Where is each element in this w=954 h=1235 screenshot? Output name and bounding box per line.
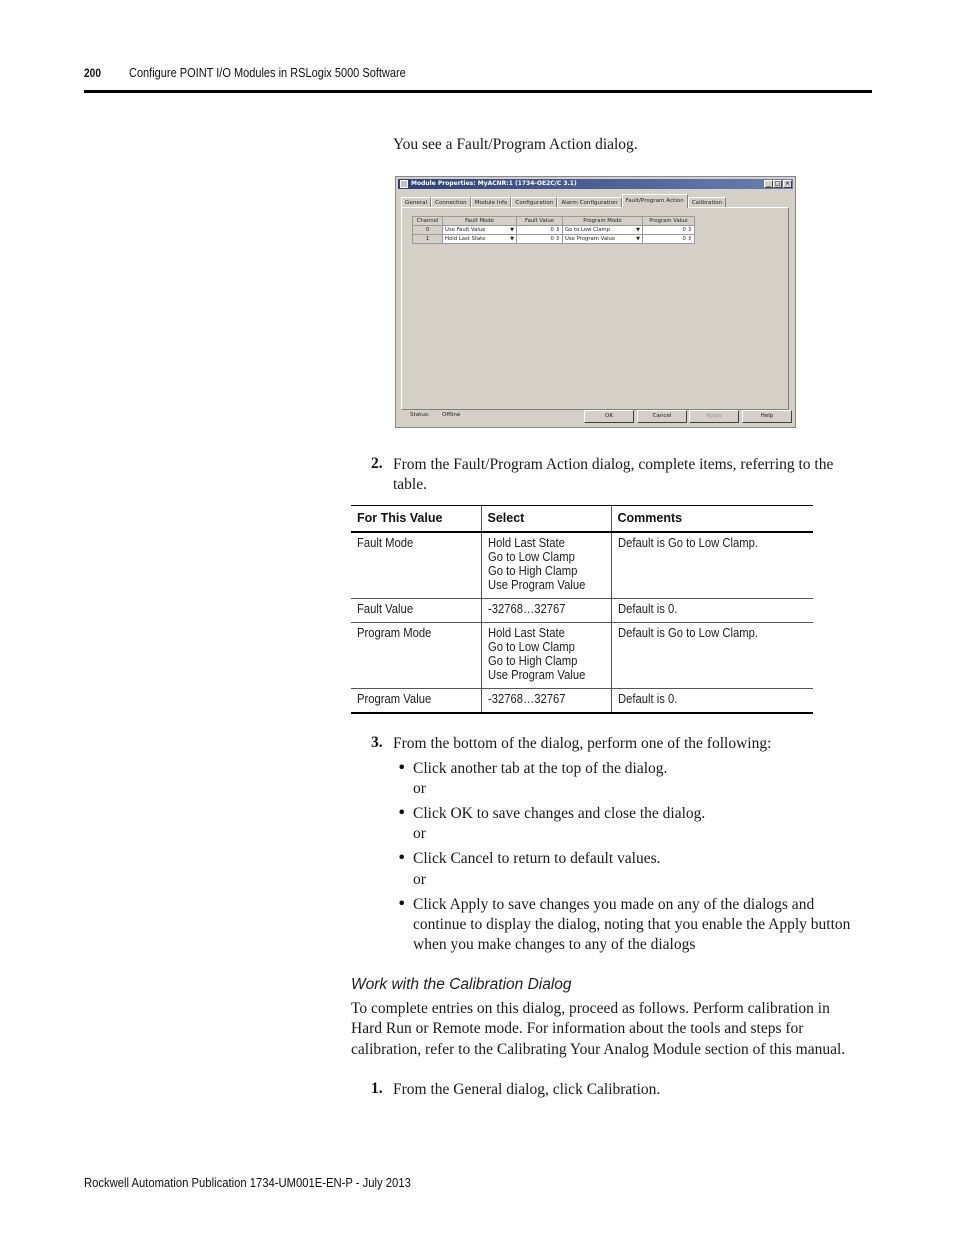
row-comment: Default is 0. [617, 691, 677, 706]
select-option: Go to Low Clamp [487, 549, 575, 564]
channel-cell: 0 [413, 226, 443, 235]
app-icon [400, 180, 408, 188]
tab-panel [401, 207, 789, 410]
tab-configuration[interactable]: Configuration [511, 197, 557, 208]
row-comment: Default is 0. [617, 601, 677, 616]
row-value: Fault Value [357, 601, 414, 616]
step-1-text: From the General dialog, click Calibration. [393, 1081, 661, 1098]
bullet-icon: • [397, 894, 407, 913]
program-mode-value: Use Program Value [565, 236, 616, 242]
spinner-icon[interactable]: ⇕ [687, 227, 692, 233]
tab-alarm-configuration[interactable]: Alarm Configuration [557, 197, 621, 208]
grid-header-fault-value: Fault Value [517, 217, 563, 226]
dropdown-arrow-icon[interactable]: ▼ [636, 227, 640, 233]
program-mode-value: Go to Low Clamp [565, 227, 611, 233]
fault-mode-value: Use Fault Value [445, 227, 486, 233]
bullet-text: Click another tab at the top of the dialog. [413, 760, 668, 777]
fault-program-grid [412, 216, 695, 244]
grid-header-program-value: Program Value [643, 217, 695, 226]
section-paragraph-line: To complete entries on this dialog, proceed as follows. Perform calibration in [351, 1000, 830, 1017]
bullet-text: continue to display the dialog, noting that you enable the Apply button [413, 916, 851, 933]
table-row [351, 598, 813, 622]
grid-row [413, 226, 695, 235]
select-option: Go to High Clamp [487, 563, 577, 578]
tab-module-info[interactable]: Module Info [471, 197, 512, 208]
grid-header-channel: Channel [413, 217, 443, 226]
select-option: -32768…32767 [487, 691, 566, 706]
fault-mode-select[interactable] [443, 226, 517, 235]
bullet-icon: • [397, 803, 407, 822]
select-option: -32768…32767 [487, 601, 566, 616]
row-comment: Default is Go to Low Clamp. [617, 535, 758, 550]
program-mode-select[interactable] [563, 226, 643, 235]
select-option: Go to High Clamp [487, 653, 577, 668]
table-header-value: For This Value [351, 506, 481, 532]
row-value: Program Mode [357, 625, 432, 640]
dialog-title: Module Properties: MyACNR:1 (1734-OE2C/C 3.1) [411, 180, 577, 187]
fault-mode-value: Hold Last State [445, 236, 486, 242]
minimize-button[interactable]: _ [764, 180, 773, 188]
or-text: or [413, 871, 426, 888]
fault-mode-select[interactable] [443, 235, 517, 244]
select-option: Go to Low Clamp [487, 639, 575, 654]
tab-fault-program-action[interactable]: Fault/Program Action [622, 194, 688, 208]
dropdown-arrow-icon[interactable]: ▼ [510, 236, 514, 242]
spinner-icon[interactable]: ⇕ [555, 236, 560, 242]
intro-text: You see a Fault/Program Action dialog. [393, 136, 638, 153]
fault-value: 0 [550, 236, 554, 242]
channel-cell: 1 [413, 235, 443, 244]
chapter-title: Configure POINT I/O Modules in RSLogix 5000 Software [129, 66, 406, 80]
grid-header-program-mode: Program Mode [563, 217, 643, 226]
module-properties-dialog [395, 176, 796, 428]
page-number: 200 [84, 66, 102, 80]
tab-connection[interactable]: Connection [431, 197, 471, 208]
spinner-icon[interactable]: ⇕ [555, 227, 560, 233]
section-heading: Work with the Calibration Dialog [351, 976, 572, 993]
spinner-icon[interactable]: ⇕ [687, 236, 692, 242]
bullet-icon: • [397, 758, 407, 777]
grid-header-fault-mode: Fault Mode [443, 217, 517, 226]
select-option: Use Program Value [487, 667, 585, 682]
grid-row [413, 235, 695, 244]
section-paragraph-line: calibration, refer to the Calibrating Your Analog Module section of this manual. [351, 1041, 846, 1058]
status-value: Offline [442, 412, 461, 418]
select-option: Hold Last State [487, 625, 565, 640]
dropdown-arrow-icon[interactable]: ▼ [636, 236, 640, 242]
program-value-input[interactable] [643, 226, 695, 235]
apply-button[interactable]: Apply [689, 410, 739, 423]
or-text: or [413, 825, 426, 842]
cancel-button[interactable]: Cancel [637, 410, 687, 423]
status-label: Status: [410, 412, 430, 418]
step-2-number: 2. [371, 455, 383, 472]
program-value-input[interactable] [643, 235, 695, 244]
tab-bar [401, 194, 726, 208]
bullet-text: Click OK to save changes and close the dialog. [413, 805, 706, 822]
step-3-text: From the bottom of the dialog, perform one of the following: [393, 735, 772, 752]
table-header-comments: Comments [611, 506, 813, 532]
step-3-number: 3. [371, 734, 383, 751]
page-header [84, 65, 872, 93]
page-footer: Rockwell Automation Publication 1734-UM001E-EN-P - July 2013 [84, 1176, 411, 1190]
close-button[interactable]: × [784, 180, 791, 187]
program-value: 0 [682, 227, 686, 233]
program-mode-select[interactable] [563, 235, 643, 244]
table-header-select: Select [481, 506, 611, 532]
row-comment: Default is Go to Low Clamp. [617, 625, 758, 640]
row-value: Fault Mode [357, 535, 414, 550]
table-row [351, 532, 813, 599]
select-option: Hold Last State [487, 535, 565, 550]
tab-calibration[interactable]: Calibration [688, 197, 726, 208]
or-text: or [413, 780, 426, 797]
program-value: 0 [682, 236, 686, 242]
bullet-text: Click Cancel to return to default values. [413, 850, 661, 867]
step-2-line-1: From the Fault/Program Action dialog, complete items, referring to the [393, 456, 834, 473]
fault-value: 0 [550, 227, 554, 233]
select-option: Use Program Value [487, 577, 585, 592]
fault-value-input[interactable] [517, 226, 563, 235]
help-button[interactable]: Help [742, 410, 792, 423]
table-row [351, 622, 813, 688]
bullet-text: when you make changes to any of the dialogs [413, 936, 696, 953]
ok-button[interactable]: OK [584, 410, 634, 423]
bullet-text: Click Apply to save changes you made on any of the dialogs and [413, 896, 815, 913]
step-2-line-2: table. [393, 476, 427, 493]
fault-value-input[interactable] [517, 235, 563, 244]
values-table [351, 505, 813, 714]
row-value: Program Value [357, 691, 432, 706]
maximize-button[interactable]: □ [774, 180, 781, 187]
dropdown-arrow-icon[interactable]: ▼ [510, 227, 514, 233]
bullet-icon: • [397, 848, 407, 867]
dialog-title-bar [398, 179, 793, 189]
section-paragraph-line: Hard Run or Remote mode. For information about the tools and steps for [351, 1020, 804, 1037]
step-1-number: 1. [371, 1080, 383, 1097]
tab-general[interactable]: General [401, 197, 431, 208]
table-row [351, 688, 813, 713]
